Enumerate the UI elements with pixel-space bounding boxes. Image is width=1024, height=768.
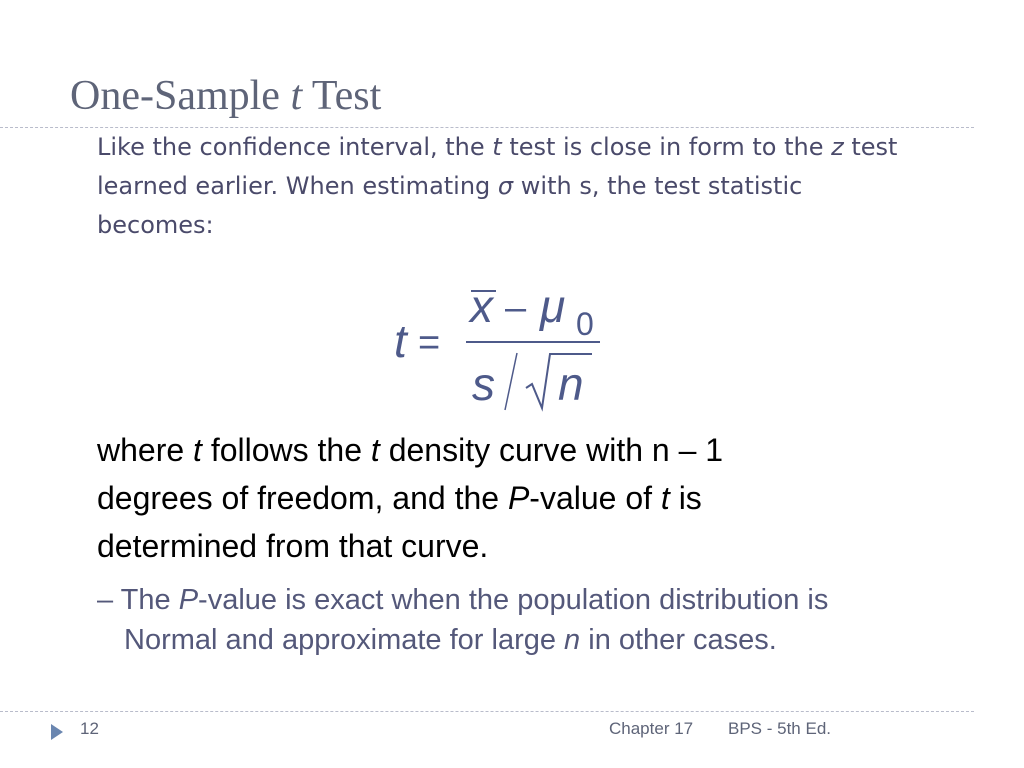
slide-title [70, 72, 381, 120]
title-italic-t: t [290, 73, 303, 119]
intro-line-3: becomes: [97, 211, 214, 239]
intro-text: test [843, 133, 898, 161]
intro-var-s: s [579, 172, 592, 200]
sub-text: in other cases. [580, 624, 777, 656]
main-var-t: t [193, 432, 202, 468]
page-number: 12 [80, 719, 99, 738]
sub-text: -value is exact when the population distribution is [198, 584, 829, 616]
main-var-t: t [660, 480, 670, 516]
formula-s: s [472, 358, 495, 410]
formula-mu: μ [540, 280, 566, 332]
sub-bullet-line-1 [97, 580, 977, 620]
main-line-2 [97, 474, 977, 522]
formula-lhs-t: t [394, 315, 407, 367]
main-line-1 [97, 426, 977, 474]
main-text: -value of [529, 480, 661, 516]
intro-line-2 [97, 167, 997, 206]
sub-var-n: n [564, 624, 581, 656]
intro-var-t: t [492, 133, 502, 161]
sub-bullet [97, 580, 977, 660]
main-var-p: P [507, 480, 530, 516]
t-statistic-formula [380, 270, 620, 420]
main-text: density curve with n – 1 [379, 432, 724, 468]
main-text: is [669, 480, 702, 516]
intro-paragraph [97, 128, 997, 245]
sub-bullet-line-2 [97, 620, 977, 660]
main-text: follows the [201, 432, 371, 468]
title-prefix: One-Sample [70, 73, 291, 119]
main-text: where [97, 432, 194, 468]
footer-divider [0, 711, 974, 712]
main-line-3: determined from that curve. [97, 528, 489, 564]
main-var-t: t [370, 432, 380, 468]
intro-text: with [513, 172, 580, 200]
intro-var-z: z [831, 133, 844, 161]
footer-book-edition: BPS - 5th Ed. [728, 719, 831, 738]
formula-x: x [470, 280, 493, 332]
sub-var-p: P [178, 584, 199, 616]
intro-text: Like the confidence interval, the [97, 133, 493, 161]
formula-mu-subscript: 0 [576, 306, 594, 342]
sub-text: The [120, 584, 179, 616]
title-suffix: Test [302, 73, 382, 119]
formula-minus: – [505, 287, 527, 329]
sub-bullet-dash: – [97, 584, 121, 616]
intro-text: learned earlier. When estimating [97, 172, 498, 200]
intro-var-sigma: σ [497, 172, 514, 200]
footer-chapter: Chapter 17 [609, 719, 694, 738]
formula-n: n [558, 358, 584, 410]
intro-line-1 [97, 128, 997, 167]
main-text: degrees of freedom, and the [97, 480, 508, 516]
formula-slash [505, 353, 517, 410]
formula-equals: = [418, 322, 441, 364]
main-paragraph [97, 426, 977, 570]
intro-text: test is close in form to the [501, 133, 832, 161]
triangle-right-icon [50, 723, 64, 741]
sub-text: Normal and approximate for large [124, 624, 565, 656]
intro-text: , the test statistic [591, 172, 803, 200]
